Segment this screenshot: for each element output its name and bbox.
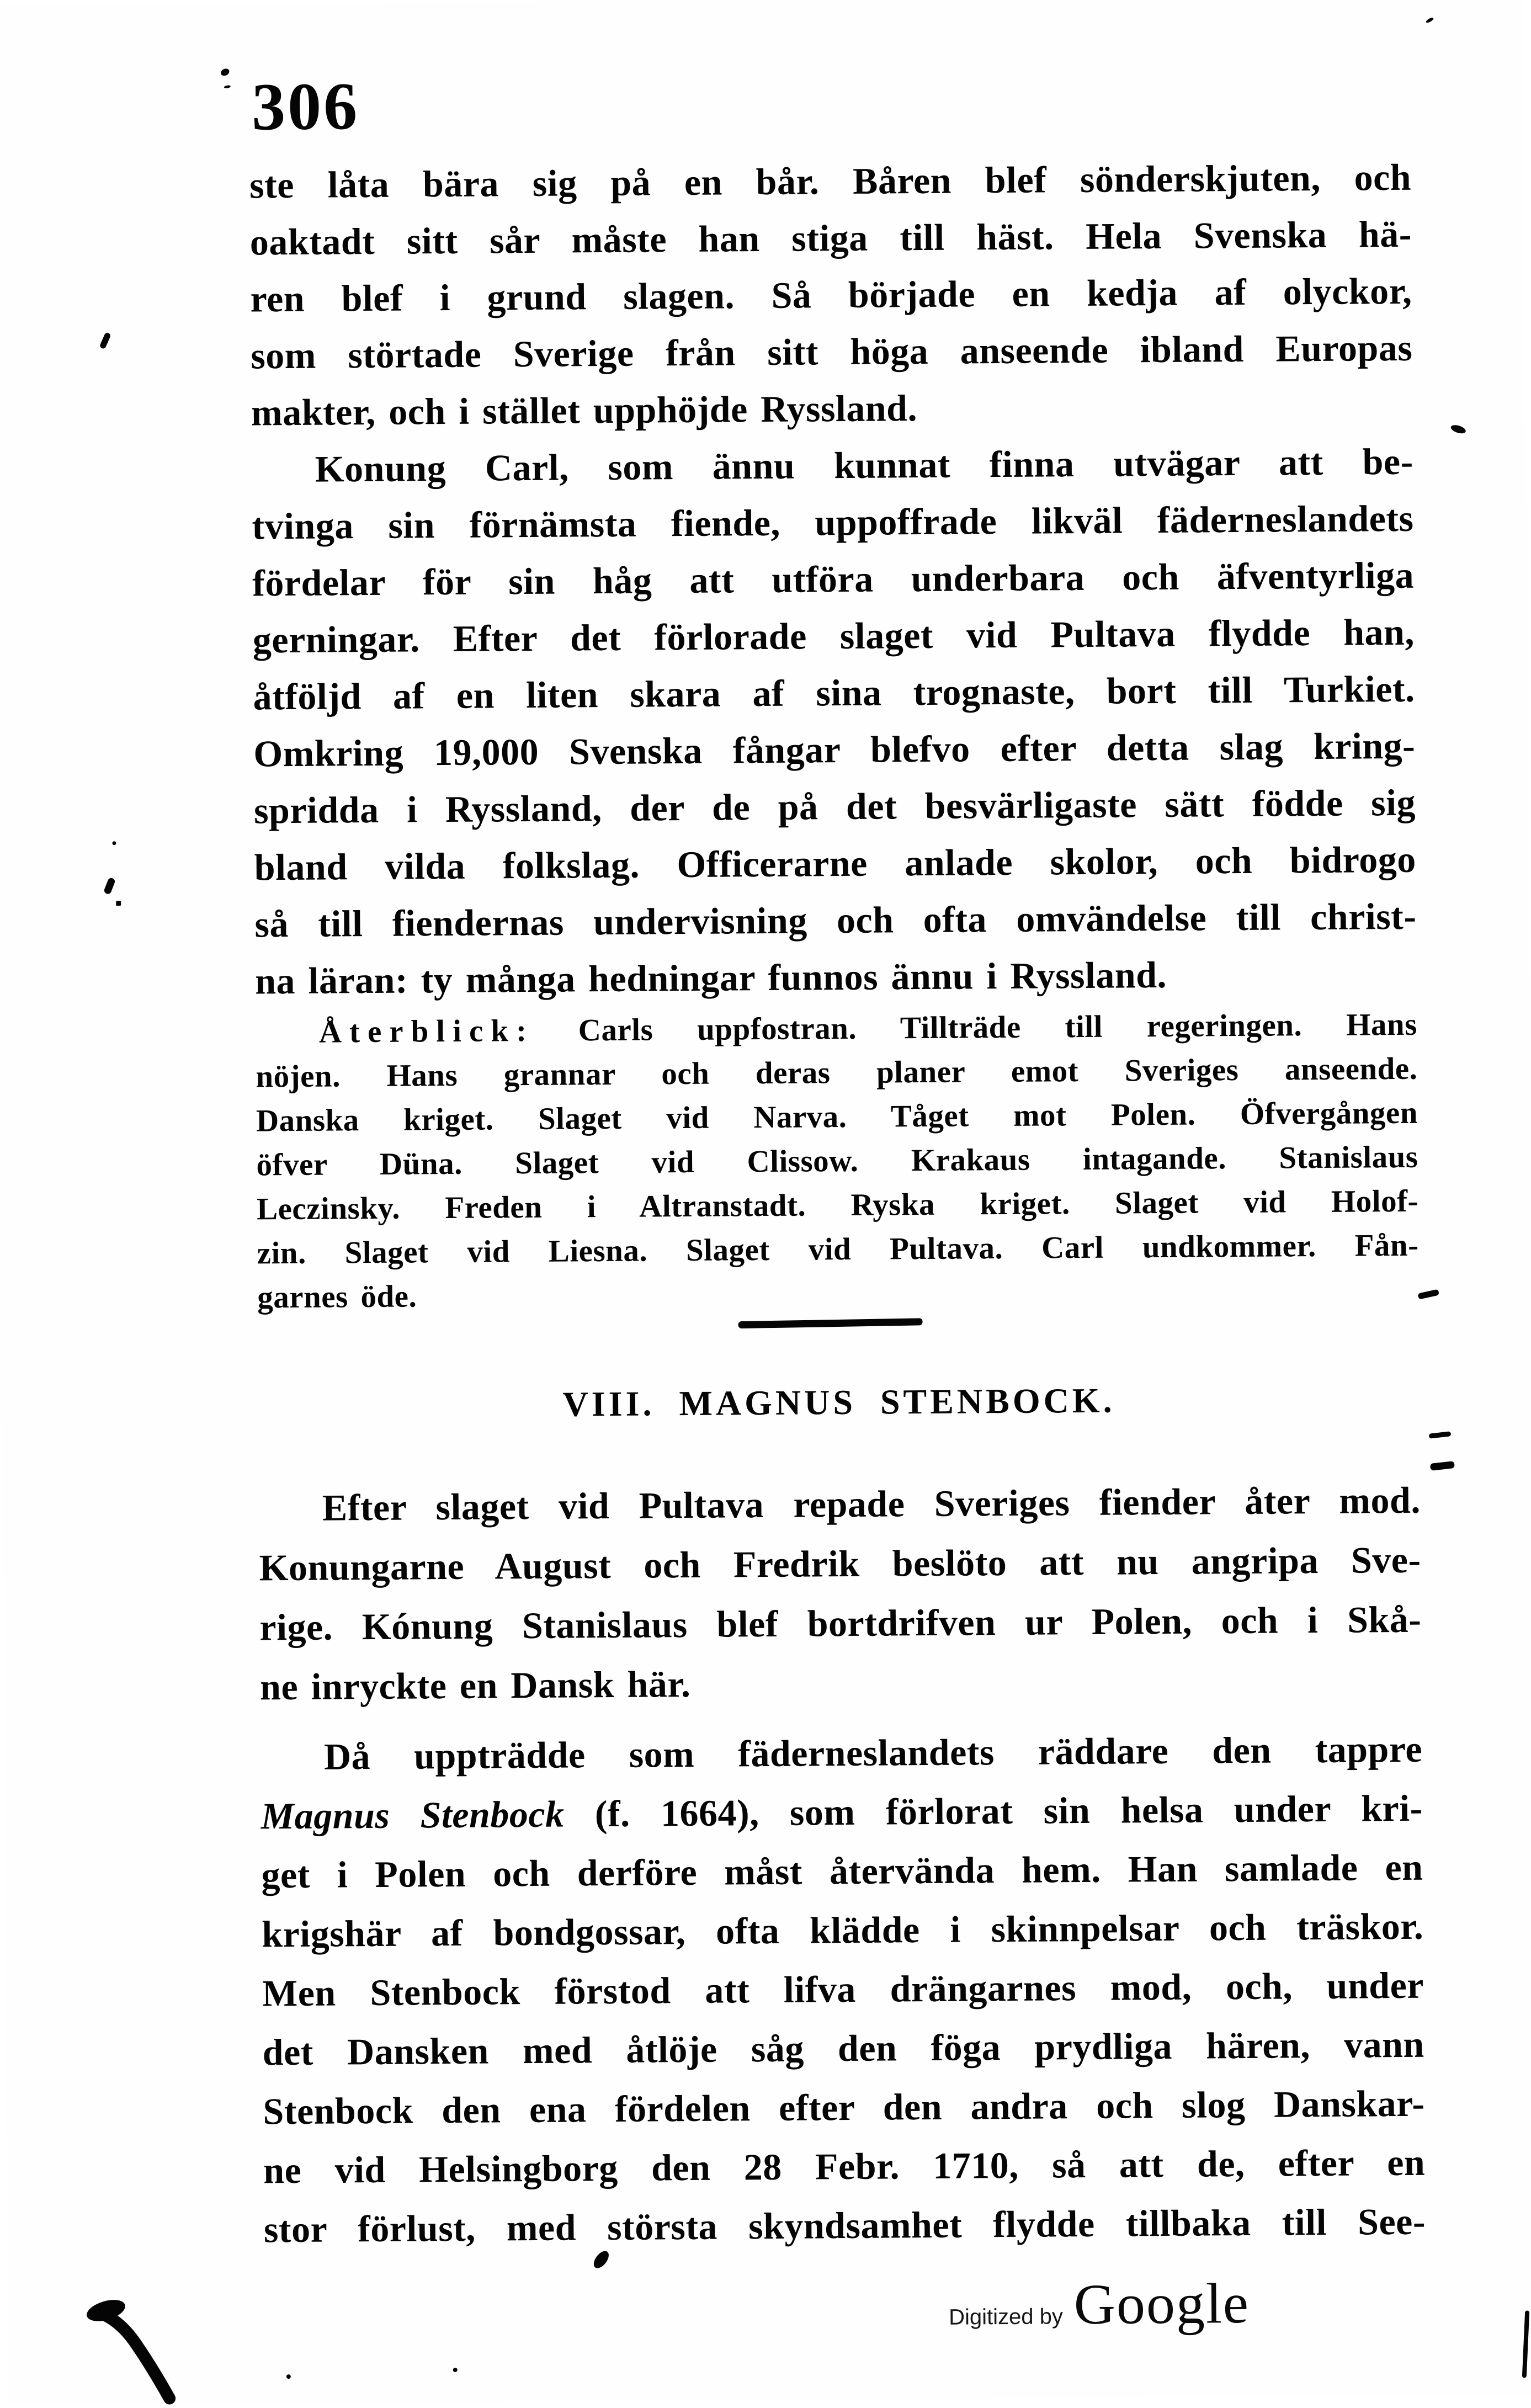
ink-dash-mark [1417,1289,1439,1300]
italic-name: Magnus Stenbock [261,1793,565,1837]
text-line: Leczinsky. Freden i Altranstadt. Ryska kriget. Slaget vid Holof- [256,1183,1419,1227]
paragraph-1 [249,149,1413,442]
retrospect-line-rest: Carls uppfostran. Tillträde till regeringen. Hans [534,1007,1418,1048]
text-line: gerningar. Efter det förlorade slaget vid Pultava flydde han, [252,610,1415,661]
ink-apostrophe-mark [103,877,116,895]
text-line: bland vilda folkslag. Officerarne anlade skolor, och bidrogo [254,838,1416,889]
text-line: Danska kriget. Slaget vid Narva. Tåget mot Polen. Öfvergången [256,1095,1418,1139]
digitized-by-label: Digitized by [948,2304,1064,2330]
retrospect-summary [256,1003,1420,1320]
ink-speck [112,841,116,845]
paragraph-3 [258,1470,1422,1717]
text-line: spridda i Ryssland, der de på det besvärligaste sätt födde sig [253,781,1416,832]
ink-speck [224,85,231,89]
text-line: Stenbock den ena fördelen efter den andra och slog Danskar- [263,2082,1425,2133]
ink-speck [116,901,121,906]
text-line: na läran: ty många hedningar funnos ännu i Ryssland. [254,953,1167,1002]
text-line: stor förlust, med största skyndsamhet flydde tillbaka till See- [263,2200,1426,2251]
text-line: öfver Düna. Slaget vid Clissow. Krakaus intagande. Stanislaus [256,1139,1418,1183]
google-logo: Google [1073,2271,1250,2337]
text-line: åtföljd af en liten skara af sina trognaste, bort till Turkiet. [253,667,1415,718]
page-number: 306 [251,69,360,145]
retrospect-lead: Återblick: [318,1013,535,1050]
ink-dash-mark [1429,1431,1452,1438]
text-line: Konung Carl, som ännu kunnat finna utvägar att be- [315,440,1413,490]
text-line: det Dansken med åtlöje såg den föga prydliga hären, vann [262,2023,1424,2074]
text-line: ne inryckte en Dansk här. [259,1662,691,1708]
text-line: Men Stenbock förstod att lifva drängarnes mod, och, under [262,1964,1424,2014]
text-line: nöjen. Hans grannar och deras planer emot Sveriges anseende. [256,1051,1418,1094]
text-line: Efter slaget vid Pultava repade Sveriges fiender åter mod. [322,1479,1421,1529]
text-line [261,1779,1423,1846]
section-divider-rule [738,1318,922,1328]
ink-speck [1426,17,1434,24]
text-line: ste låta bära sig på en bår. Båren blef sönderskjuten, och [249,156,1412,206]
text-line: tvinga sin förnämsta fiende, uppoffrade likväl fäderneslandets [252,497,1414,547]
text-line: rige. Kónung Stanislaus blef bortdrifven ur Polen, och i Skå- [259,1598,1422,1649]
text-line: ne vid Helsingborg den 28 Febr. 1710, så att de, efter en [263,2141,1426,2192]
ink-speck [220,67,231,77]
text-line: så till fiendernas undervisning och ofta omvändelse till christ- [254,895,1417,945]
ink-speck [286,2374,291,2379]
text-line: som störtade Sverige från sitt höga anseende ibland Europas [251,326,1413,377]
chapter-heading: VIII. MAGNUS STENBOCK. [562,1380,1115,1424]
text-line: garnes öde. [257,1279,417,1315]
text-line: Konungarne August och Fredrik beslöto att nu angripa Sve- [259,1538,1421,1589]
text-line: fördelar för sin håg att utföra underbara och äfventyrliga [252,554,1415,604]
text-line: oaktadt sitt sår måste han stiga till häst. Hela Svenska hä- [249,212,1412,263]
page-edge-mark [1522,2310,1530,2378]
footer [949,2271,1250,2338]
paragraph-2 [251,433,1417,1010]
text-line: ren blef i grund slagen. Så började en kedja af olyckor, [250,269,1412,320]
text-line: zin. Slaget vid Liesna. Slaget vid Pultava. Carl undkommer. Fån- [257,1227,1419,1271]
ink-comma-mark [1450,423,1467,435]
paragraph-4 [261,1720,1426,2260]
text-line [256,1003,1418,1055]
text-line: makter, och i stället upphöjde Ryssland. [251,387,918,434]
text-line: krigshär af bondgossar, ofta klädde i skinnpelsar och träskor. [262,1905,1424,1955]
ink-grave-mark [99,332,111,349]
ink-flourish [83,2293,188,2407]
ink-speck [453,2368,458,2372]
ink-dash-mark [1430,1461,1455,1471]
text-line: Omkring 19,000 Svenska fångar blefvo efter detta slag kring- [253,724,1416,775]
text-line-rest: (f. 1664), som förlorat sin helsa under kri- [564,1787,1423,1835]
text-line: Då uppträdde som fäderneslandets räddare den tappre [323,1727,1423,1778]
text-line: get i Polen och derföre måst återvända hem. Han samlade en [261,1846,1423,1896]
